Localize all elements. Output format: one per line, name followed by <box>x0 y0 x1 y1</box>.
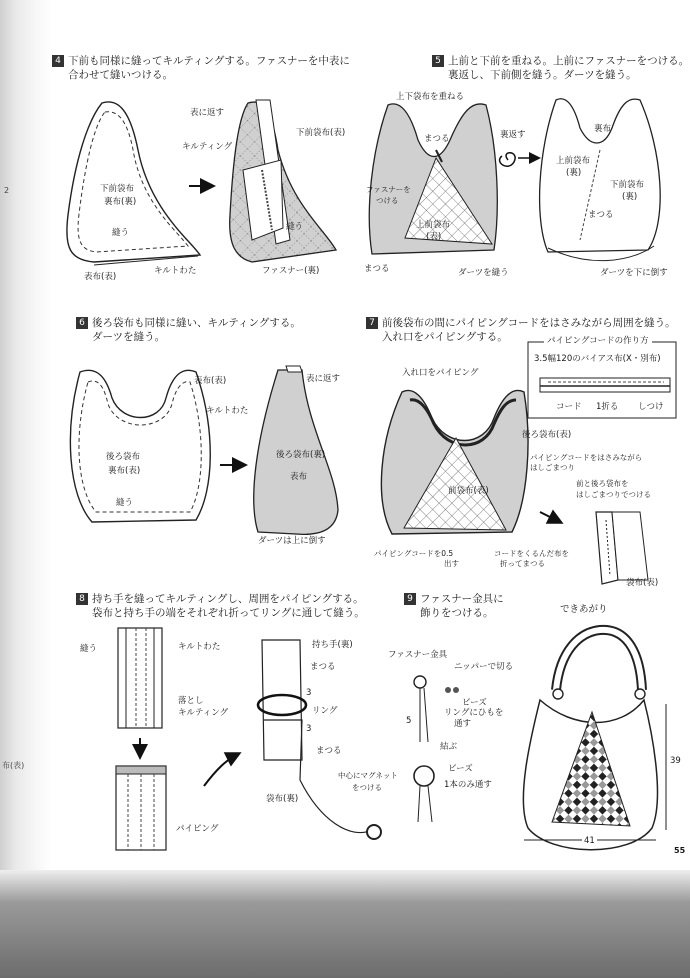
step8-label: まつる <box>316 746 342 756</box>
step7-label: コードをくるんだ布を <box>494 549 569 558</box>
step4-label: 表布(表) <box>84 272 117 282</box>
step8-label: パイピング <box>176 824 219 834</box>
step7-label: 折ってまつる <box>500 559 545 568</box>
step4-label: 縫う <box>112 228 130 238</box>
step5-label: ファスナーを <box>366 185 411 194</box>
step5-label: (表) <box>426 232 442 242</box>
step8-label: 3 <box>306 724 312 734</box>
width-dimension: 41 <box>584 836 595 846</box>
step5-label: ダーツを下に倒す <box>600 268 668 278</box>
step9-label: ニッパーで切る <box>454 662 514 672</box>
step4-label: 下前袋布(表) <box>296 128 346 138</box>
step6-label: 表布 <box>290 472 308 482</box>
step9-heading <box>404 592 504 620</box>
step8-label: まつる <box>310 662 336 672</box>
step8-heading <box>76 592 365 620</box>
step8-number: 8 <box>76 593 88 605</box>
step5-label: つける <box>376 196 399 205</box>
step5-number: 5 <box>432 55 444 67</box>
step5-label: 上前袋布 <box>416 220 451 230</box>
step8-label: をつける <box>352 783 382 792</box>
step9-label: ビーズ <box>462 698 487 708</box>
step5-label: (裏) <box>566 168 582 178</box>
step6-label: 表布(表) <box>194 376 227 386</box>
step7-line1: 前後袋布の間にパイピングコードをはさみながら周囲を縫う。 <box>382 317 676 329</box>
step6-label: 後ろ袋布 <box>106 452 141 462</box>
step5-line2: 裏返し、下前側を縫う。ダーツを縫う。 <box>448 69 637 81</box>
page-number: 55 <box>674 846 686 855</box>
step5-label: ダーツを縫う <box>458 268 509 278</box>
step7-label: 後ろ袋布(表) <box>522 430 572 440</box>
step8-label: キルトわた <box>178 642 221 652</box>
finished-title: できあがり <box>560 604 608 615</box>
step9-line1: ファスナー金具に <box>420 593 504 605</box>
step7-label: 袋布(表) <box>626 578 659 588</box>
step6-label: 縫う <box>116 498 134 508</box>
step5-label: まつる <box>364 264 390 274</box>
step8-label: 中心にマグネット <box>338 771 398 780</box>
step4-label: キルティング <box>182 142 233 152</box>
step7-figure-a <box>381 390 528 534</box>
step8-label: 持ち手(裏) <box>312 640 353 650</box>
step9-label: ファスナー金具 <box>388 650 448 660</box>
step9-label: 結ぶ <box>440 742 458 752</box>
step4-label: 表に返す <box>190 108 225 118</box>
step7-label: 前と後ろ袋布を <box>576 479 629 488</box>
step5-label: 上下袋布を重ねる <box>396 92 465 102</box>
margin-label: 布(表) <box>2 761 25 770</box>
step4-number: 4 <box>52 55 64 67</box>
step6-line1: 後ろ袋布も同様に縫い、キルティングする。 <box>92 317 301 329</box>
step4-label: 縫う <box>286 222 304 232</box>
step6-label: キルトわた <box>206 406 249 416</box>
step6-label: 表に返す <box>306 374 341 384</box>
step7-label: 1折る <box>596 402 619 412</box>
step6-number: 6 <box>76 317 88 329</box>
step5-heading <box>432 54 689 82</box>
arrow <box>204 754 238 786</box>
step7-label: コード <box>556 402 582 412</box>
step8-line2: 袋布と持ち手の端をそれぞれ折ってリングに通して縫う。 <box>92 607 365 619</box>
turn-over-icon <box>500 153 516 167</box>
step6-figure-a <box>70 370 210 522</box>
step6-label: 裏布(表) <box>108 466 141 476</box>
step4-label: ファスナー(裏) <box>262 266 320 276</box>
step9-label: ビーズ <box>448 764 473 774</box>
step9-label: 1本のみ通す <box>444 780 492 790</box>
step9-label: リングにひもを <box>444 708 504 718</box>
step6-label: ダーツは上に倒す <box>258 536 326 546</box>
step7-label: パイピングコードを0.5 <box>374 549 454 558</box>
step6-line2: ダーツを縫う。 <box>92 331 166 343</box>
step6-heading <box>76 316 301 344</box>
step8-label: リング <box>312 706 338 716</box>
arrow <box>540 512 560 522</box>
step9-label: 5 <box>406 716 412 726</box>
step7-label: 出す <box>444 559 459 568</box>
step4-label: 下前袋布 <box>100 184 135 194</box>
step5-label: まつる <box>424 134 450 144</box>
step5-label: まつる <box>588 210 614 220</box>
step4-figure-b <box>230 100 336 262</box>
finished-bag <box>523 630 666 850</box>
step8-label: 落とし <box>178 696 204 706</box>
step5-label: 裏布 <box>594 124 612 134</box>
height-dimension: 39 <box>670 756 681 766</box>
step8-label: キルティング <box>178 708 229 718</box>
step7-label: はしごまつり <box>530 463 575 472</box>
step7-label: パイピングコードの作り方 <box>544 336 652 347</box>
step8-label: 袋布(裏) <box>266 794 299 804</box>
step4-label: キルトわた <box>154 266 197 276</box>
step7-label: 前袋布(表) <box>448 486 489 496</box>
step8-figure-b <box>116 766 166 850</box>
step4-line2: 合わせて縫いつける。 <box>68 69 173 81</box>
step4-line1: 下前も同様に縫ってキルティングする。ファスナーを中表に <box>68 55 350 67</box>
step8-line1: 持ち手を縫ってキルティングし、周囲をパイピングする。 <box>92 593 364 605</box>
step7-number: 7 <box>366 317 378 329</box>
step8-label: 3 <box>306 688 312 698</box>
margin-number: 2 <box>4 186 10 195</box>
step9-label: 通す <box>454 719 472 729</box>
step7-line2: 入れ口をパイピングする。 <box>382 331 508 343</box>
step4-heading <box>52 54 350 82</box>
step7-label: パイピングコードをはさみながら <box>530 453 643 462</box>
step9-number: 9 <box>404 593 416 605</box>
step5-label: (裏) <box>622 192 638 202</box>
step4-label: 裏布(裏) <box>104 197 137 207</box>
step5-line1: 上前と下前を重ねる。上前にファスナーをつける。 <box>448 55 690 67</box>
step5-label: 下前袋布 <box>610 180 645 190</box>
step5-label: 上前袋布 <box>556 156 591 166</box>
step7-label: 3.5幅120のバイアス布(X・別布) <box>534 354 661 364</box>
step5-label: 裏返す <box>500 130 526 140</box>
step9-line2: 飾りをつける。 <box>420 607 494 619</box>
step8-label: 縫う <box>80 644 98 654</box>
step7-figure-b <box>596 512 648 584</box>
step7-label: しつけ <box>638 402 664 412</box>
step8-figure-a <box>118 628 162 728</box>
step6-label: 後ろ袋布(裏) <box>276 450 326 460</box>
step7-label: 入れ口をパイピング <box>402 368 479 378</box>
step7-label: はしごまつりでつける <box>576 490 651 499</box>
